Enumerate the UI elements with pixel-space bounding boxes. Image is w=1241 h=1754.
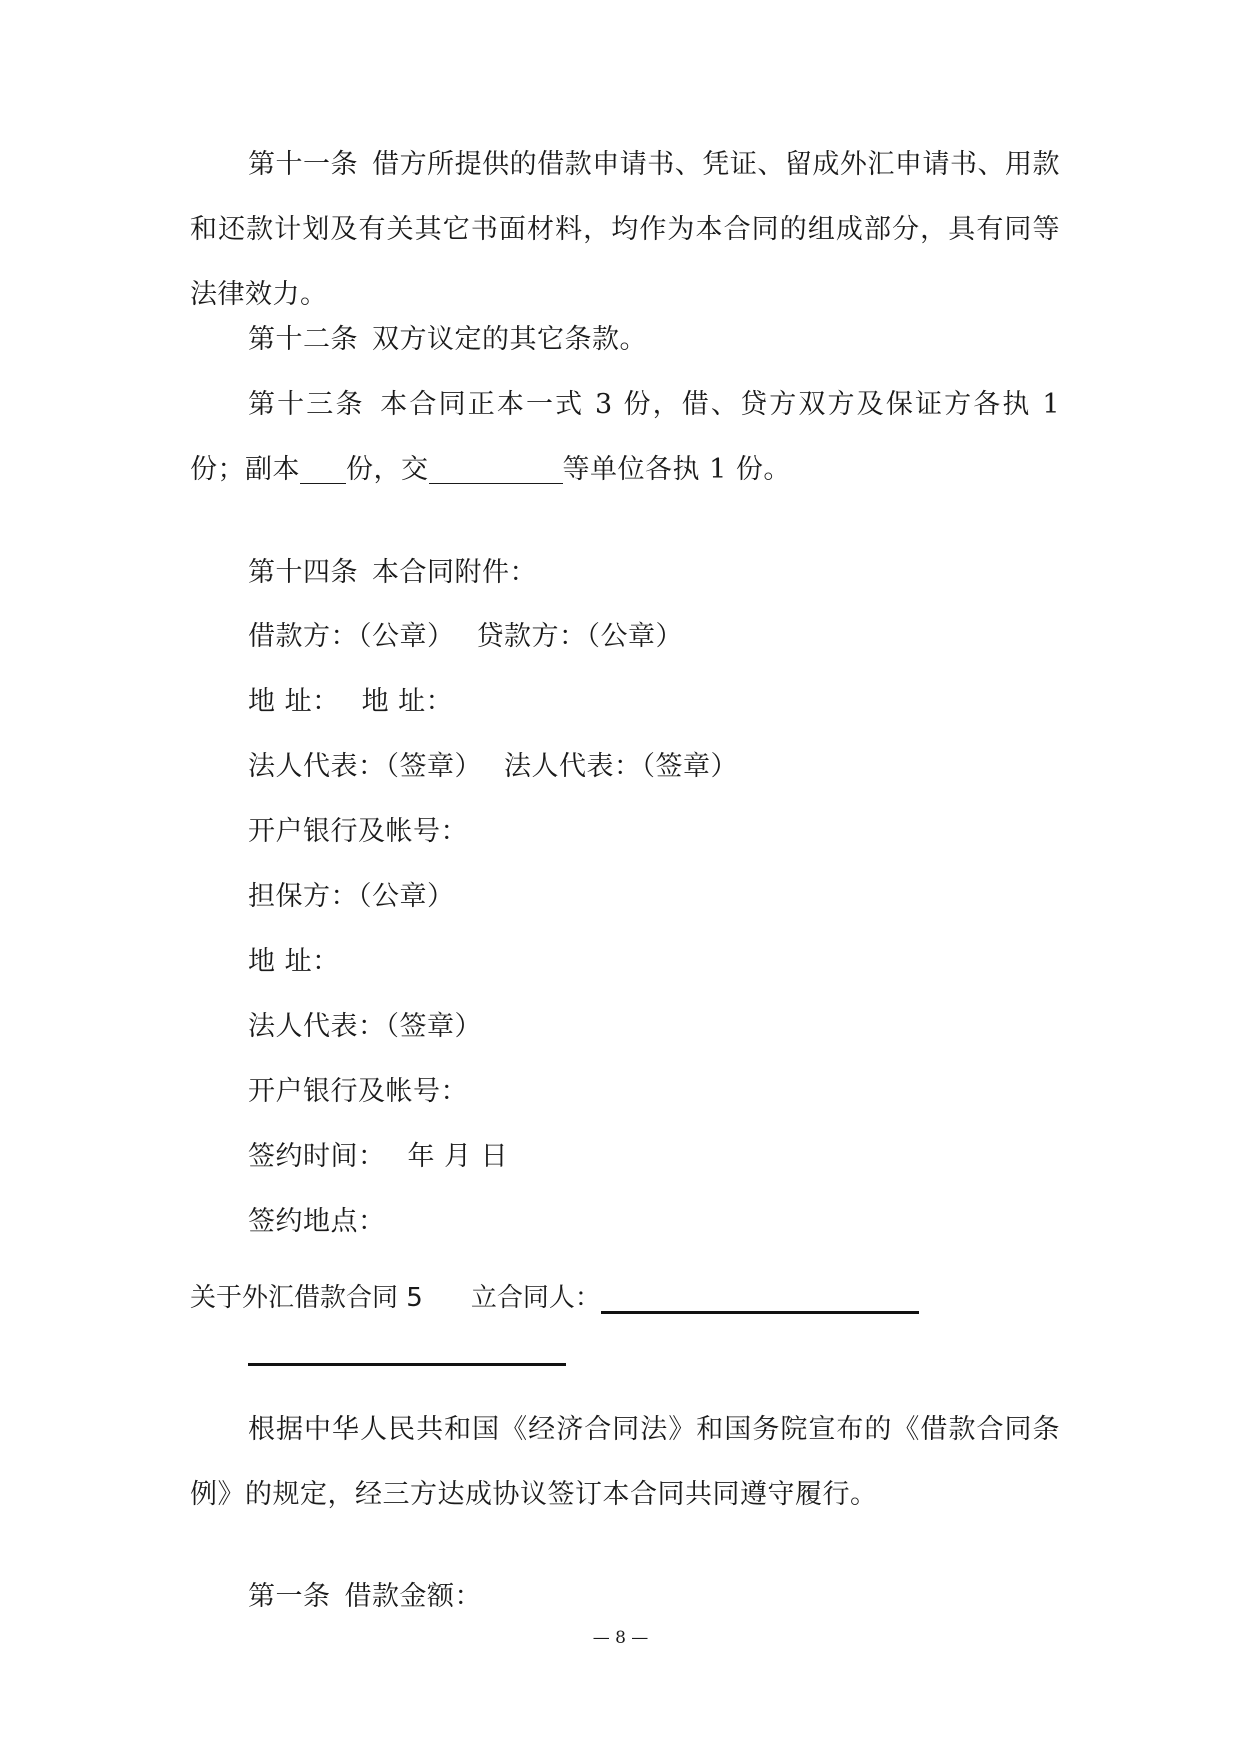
parties-label: 立合同人： <box>470 1283 601 1313</box>
sign-place: 签约地点： <box>248 1206 386 1237</box>
article-13-text-part2: 份，交 <box>346 454 429 485</box>
lender-legal-rep: 法人代表：（签章） <box>504 751 738 782</box>
article-1-label: 第一条 <box>248 1581 331 1612</box>
page-number: — 8 — <box>592 1628 649 1648</box>
sign-time-value: 年 月 日 <box>407 1141 509 1172</box>
signature-addresses <box>248 682 453 722</box>
article-11 <box>190 132 1060 327</box>
article-12 <box>190 307 1060 372</box>
sign-time-label: 签约时间： <box>248 1141 386 1172</box>
article-12-label: 第十二条 <box>248 324 358 355</box>
units-blank <box>429 455 563 484</box>
article-14-text: 本合同附件： <box>372 557 537 588</box>
borrower-address: 地 址： <box>248 686 340 717</box>
signature-parties <box>248 617 683 657</box>
bank-account-2: 开户银行及帐号： <box>248 1076 468 1107</box>
lender-seal: 贷款方：（公章） <box>476 621 683 652</box>
article-13-label: 第十三条 <box>248 389 365 420</box>
sign-time <box>248 1137 508 1177</box>
borrower-seal: 借款方：（公章） <box>248 621 455 652</box>
guarantor-address: 地 址： <box>248 946 340 977</box>
next-contract-preamble: 根据中华人民共和国《经济合同法》和国务院宣布的《借款合同条例》的规定，经三方达成协议签订本合同共同遵守履行。 <box>190 1414 1060 1510</box>
article-13 <box>190 372 1060 502</box>
bank-account-1: 开户银行及帐号： <box>248 816 468 847</box>
article-12-text: 双方议定的其它条款。 <box>372 324 647 355</box>
signature-legal-reps <box>248 747 738 787</box>
article-13-text-part1: 本合同正本一式 3 份，借、贷方双方及保证方各执 1 份；副本 <box>190 389 1060 485</box>
next-contract-article-1 <box>248 1577 482 1617</box>
borrower-legal-rep: 法人代表：（签章） <box>248 751 482 782</box>
next-contract-title: 关于外汇借款合同 5 <box>190 1283 423 1313</box>
guarantor-legal-rep: 法人代表：（签章） <box>248 1011 482 1042</box>
party-2-blank <box>248 1363 566 1366</box>
next-contract-heading <box>190 1278 919 1318</box>
article-14 <box>248 553 537 593</box>
guarantor-seal: 担保方：（公章） <box>248 881 455 912</box>
article-11-text: 借方所提供的借款申请书、凭证、留成外汇申请书、用款和还款计划及有关其它书面材料，均作为本合同的组成部分，具有同等法律效力。 <box>190 149 1061 310</box>
article-13-text-part3: 等单位各执 1 份。 <box>562 454 791 485</box>
lender-address: 地 址： <box>361 686 454 717</box>
article-11-label: 第十一条 <box>248 149 359 180</box>
article-14-label: 第十四条 <box>248 557 358 588</box>
copies-blank <box>300 455 346 484</box>
party-1-blank <box>601 1281 919 1314</box>
article-1-text: 借款金额： <box>344 1581 482 1612</box>
